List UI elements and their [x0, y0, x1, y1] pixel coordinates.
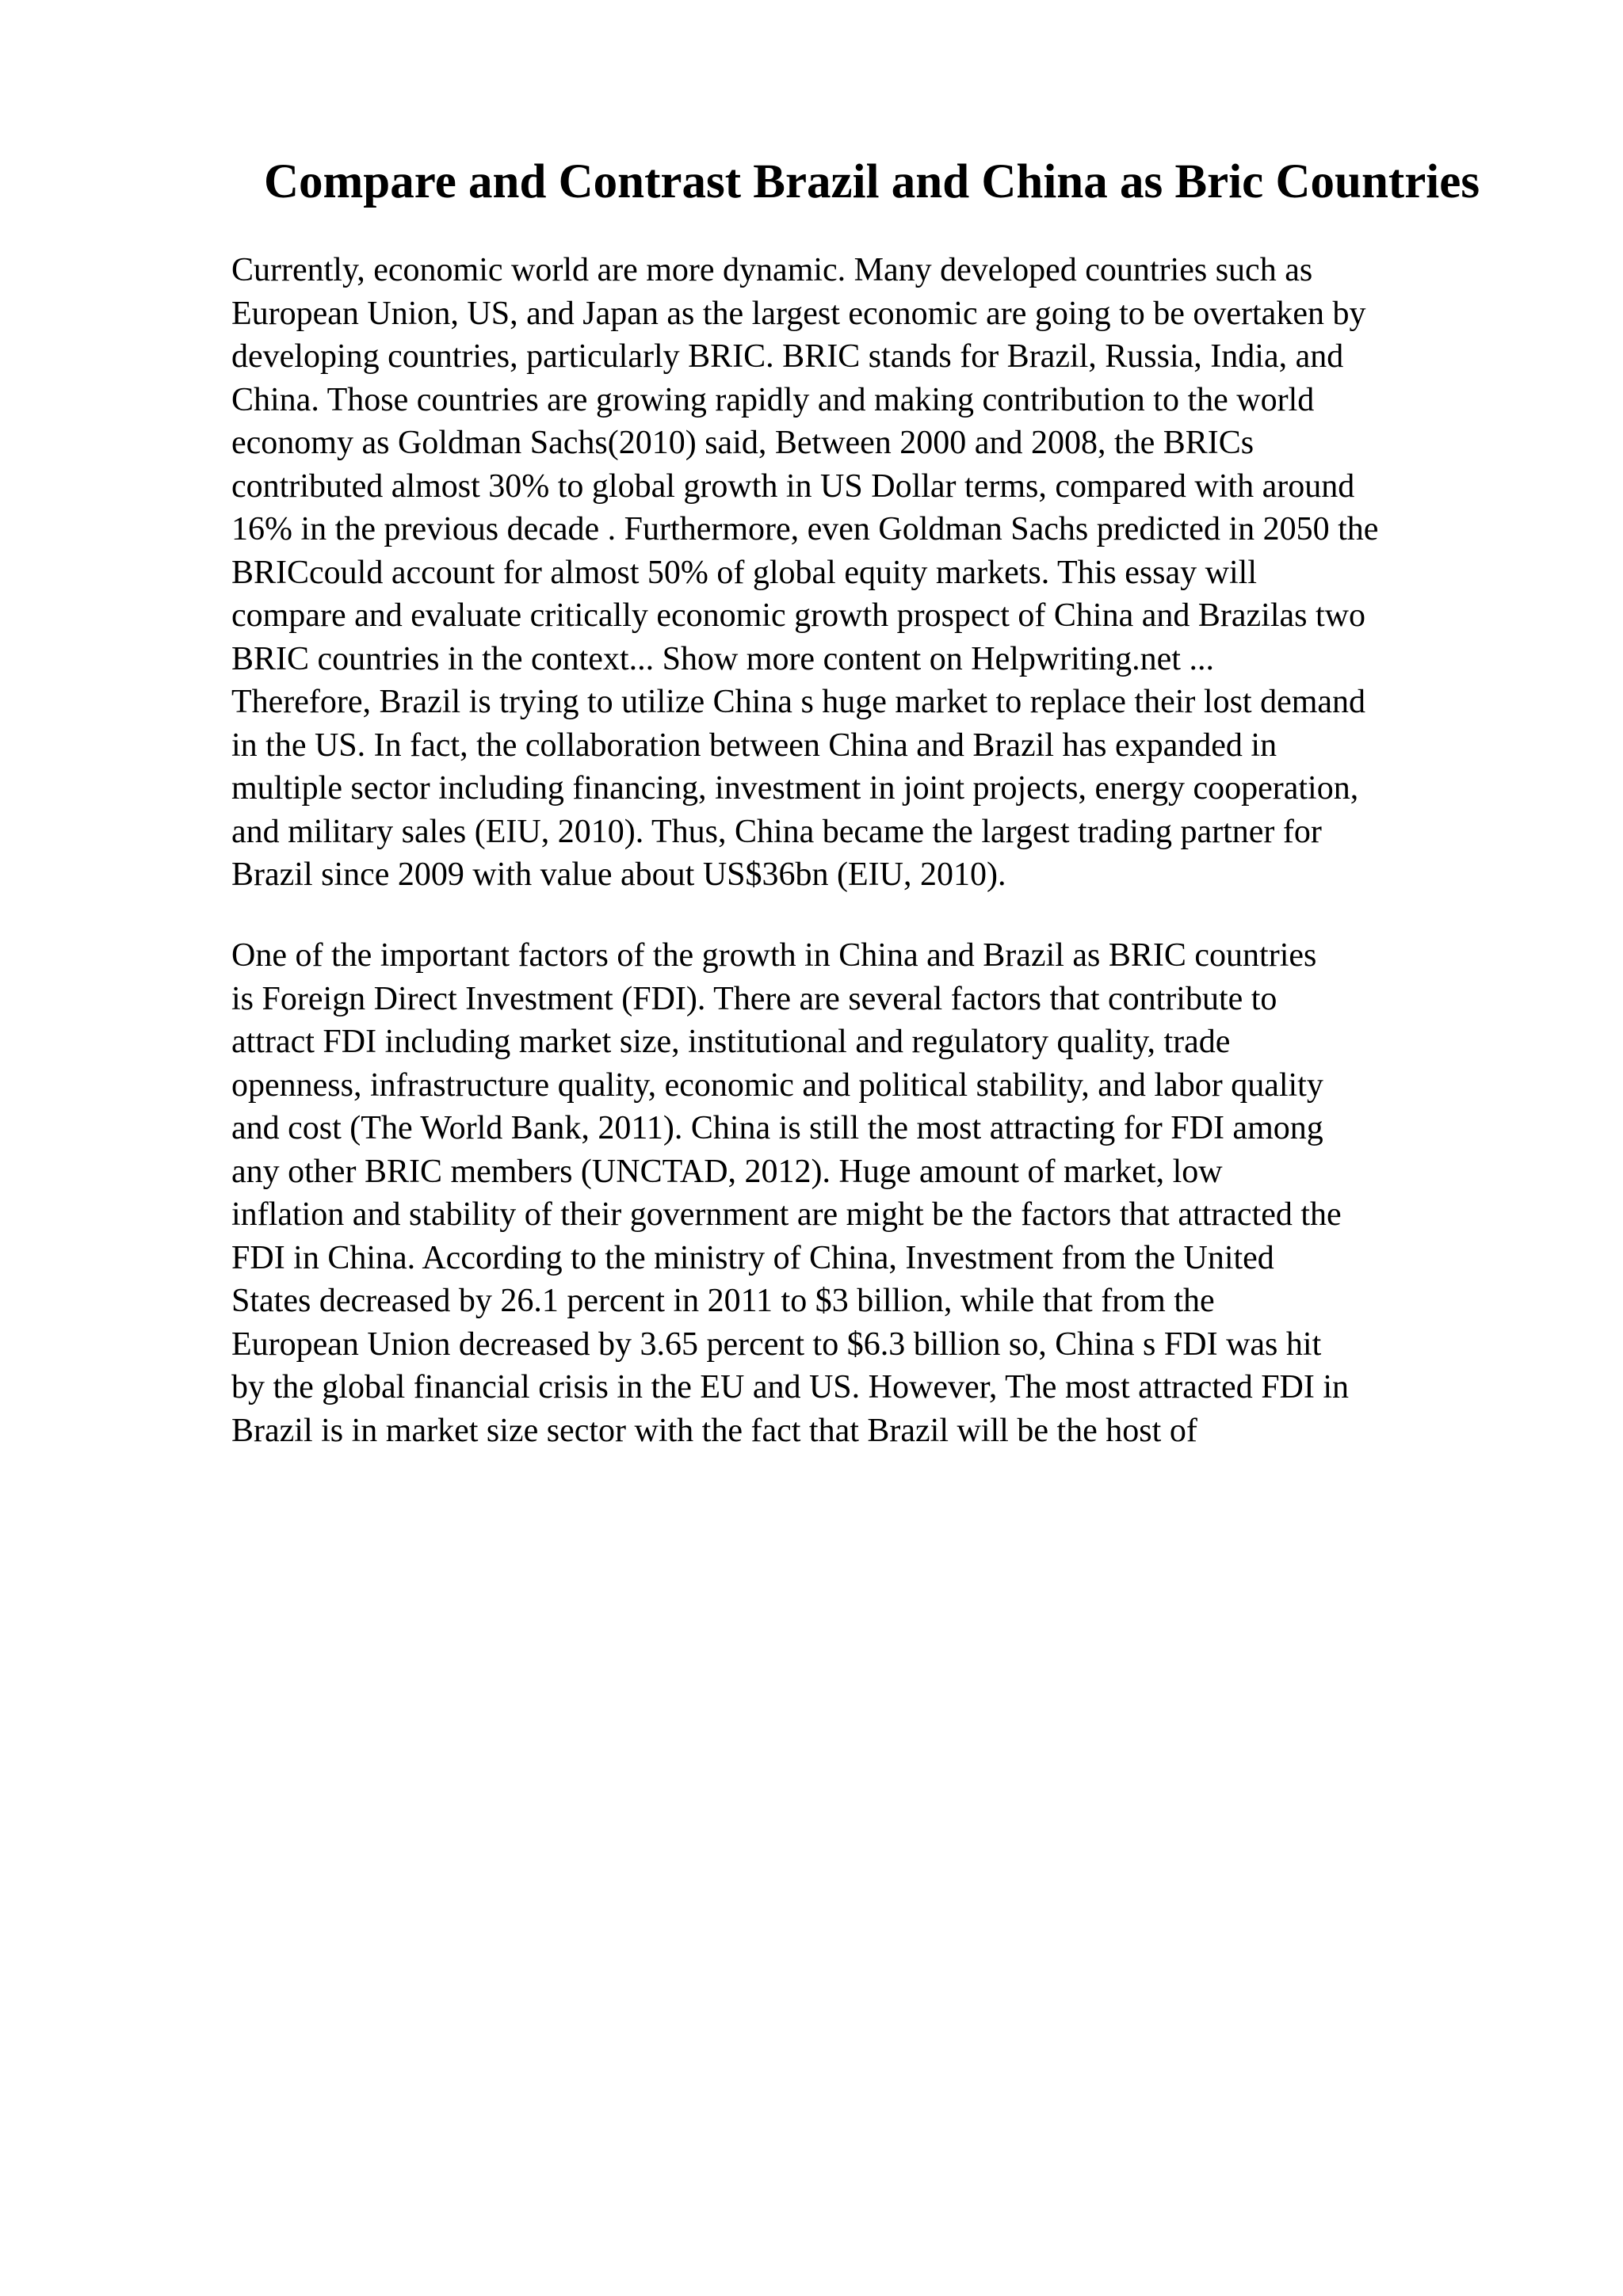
text-line: is Foreign Direct Investment (FDI). There are several factors that contribute to [231, 980, 1277, 1017]
text-line: and military sales (EIU, 2010). Thus, China became the largest trading partner for [231, 813, 1322, 850]
text-line: Currently, economic world are more dynamic. Many developed countries such as [231, 252, 1313, 288]
document-title: Compare and Contrast Brazil and China as Bric Countries [263, 155, 1480, 208]
text-line: compare and evaluate critically economic growth prospect of China and Brazilas two [231, 597, 1365, 634]
text-line: multiple sector including financing, investment in joint projects, energy cooperation, [231, 770, 1359, 807]
text-line: contributed almost 30% to global growth in US Dollar terms, compared with around [231, 467, 1355, 505]
text-line: European Union, US, and Japan as the largest economic are going to be overtaken by [231, 295, 1366, 332]
text-line: Brazil since 2009 with value about US$36bn (EIU, 2010). [231, 856, 1006, 893]
text-line: One of the important factors of the growth in China and Brazil as BRIC countries [231, 937, 1317, 974]
text-line: BRIC countries in the context... Show more content on Helpwriting.net ... [231, 640, 1214, 677]
text-line: China. Those countries are growing rapidly and making contribution to the world [231, 381, 1315, 418]
text-line: developing countries, particularly BRIC. BRIC stands for Brazil, Russia, India, and [231, 338, 1344, 375]
text-line: by the global financial crisis in the EU and US. However, The most attracted FDI in [231, 1369, 1350, 1405]
text-line: and cost (The World Bank, 2011). China is still the most attracting for FDI among [231, 1110, 1323, 1146]
paragraph-2 [231, 934, 1349, 1452]
text-line: States decreased by 26.1 percent in 2011 to $3 billion, while that from the [231, 1283, 1215, 1319]
text-line: FDI in China. According to the ministry of China, Investment from the United [231, 1239, 1274, 1276]
paragraph-1 [231, 249, 1378, 897]
text-line: European Union decreased by 3.65 percent to $6.3 billion so, China s FDI was hit [231, 1325, 1322, 1363]
text-line: Brazil is in market size sector with the fact that Brazil will be the host of [231, 1412, 1197, 1449]
text-line: in the US. In fact, the collaboration between China and Brazil has expanded in [231, 727, 1277, 764]
text-line: BRICcould account for almost 50% of global equity markets. This essay will [231, 554, 1258, 591]
text-line: inflation and stability of their government are might be the factors that attracted the [231, 1196, 1342, 1233]
text-line: Therefore, Brazil is trying to utilize China s huge market to replace their lost demand [231, 684, 1366, 720]
text-line: any other BRIC members (UNCTAD, 2012). Huge amount of market, low [231, 1153, 1223, 1190]
text-line: 16% in the previous decade . Furthermore, even Goldman Sachs predicted in 2050 the [231, 511, 1379, 547]
text-line: economy as Goldman Sachs(2010) said, Between 2000 and 2008, the BRICs [231, 425, 1254, 461]
text-line: attract FDI including market size, institutional and regulatory quality, trade [231, 1024, 1231, 1060]
text-line: openness, infrastructure quality, economic and political stability, and labor quality [231, 1066, 1323, 1104]
